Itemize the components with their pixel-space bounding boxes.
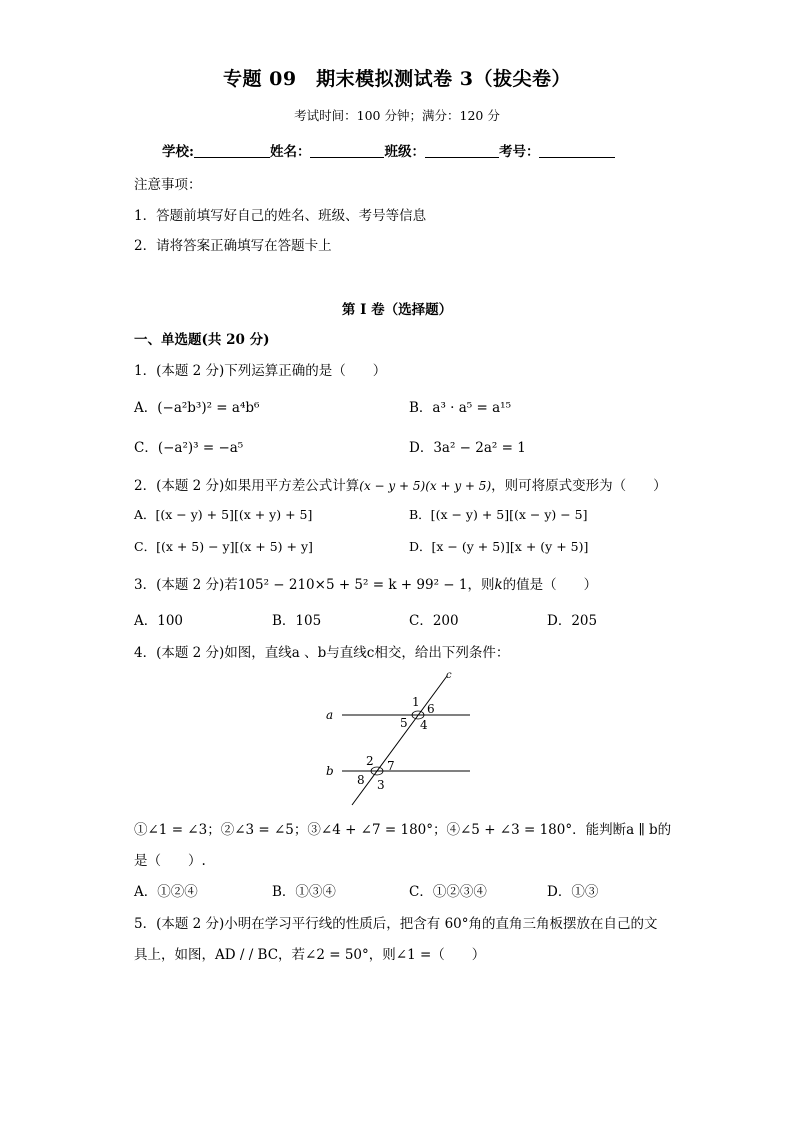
angle-label-2: 2 [366,754,374,768]
q4-figure [320,668,480,808]
q2-option-d[interactable]: D．[x − (y + 5)][x + (y + 5)] [409,539,589,554]
q3-stem [134,573,597,593]
page-title: 专题 09 期末模拟测试卷 3（拔尖卷） [223,68,571,90]
q4-conditions-end: 是（ ）. [134,853,206,869]
q5-stem-line1: 5．(本题 2 分)小明在学习平行线的性质后，把含有 60°角的直角三角板摆放在自己的文 [134,916,658,932]
q3-option-d[interactable]: D．205 [547,613,598,629]
q3-stem-text: 3．(本题 2 分)若 [134,577,238,593]
q4-conditions: ①∠1 = ∠3；②∠3 = ∠5；③∠4 + ∠7 = 180°；④∠5 + ∠3 = 180°．能判断a ∥ b的 [134,822,672,838]
q2-option-b[interactable]: B．[(x − y) + 5][(x − y) − 5] [409,507,588,522]
q2-stem-expression: (x − y + 5)(x + y + 5) [359,479,492,493]
school-label: 学校: [162,144,194,160]
note-item: 2．请将答案正确填写在答题卡上 [134,238,332,254]
q3-option-c[interactable]: C．200 [409,613,459,629]
note-item: 1．答题前填写好自己的姓名、班级、考号等信息 [134,208,427,224]
q2-stem-text: ，则可将原式变形为（ ） [491,478,667,494]
notes-heading: 注意事项： [134,177,202,193]
school-blank[interactable] [194,143,270,158]
q1-option-b[interactable]: B．a³ · a⁵ = a¹⁵ [409,400,511,416]
q1-option-c[interactable]: C．(−a²)³ = −a⁵ [134,440,244,456]
angle-label-7: 7 [387,759,395,773]
q3-stem-expression: 105² − 210×5 + 5² = k + 99² − 1 [237,577,468,593]
label-c: c [446,670,452,681]
class-blank[interactable] [425,143,499,158]
section-title: 一、单选题(共 20 分) [134,332,270,348]
q3-option-b[interactable]: B．105 [272,613,322,629]
angle-label-3: 3 [377,778,385,792]
q2-option-c[interactable]: C．[(x + 5) − y][(x + 5) + y] [134,539,313,554]
angle-label-8: 8 [357,773,365,787]
exam-subtitle: 考试时间：100 分钟；满分：120 分 [294,108,500,123]
q4-option-d[interactable]: D．①③ [547,884,599,900]
q1-option-d[interactable]: D．3a² − 2a² = 1 [409,440,526,456]
q4-option-b[interactable]: B．①③④ [272,884,336,900]
q3-stem-text: 的值是（ ） [502,577,598,593]
q2-option-a[interactable]: A．[(x − y) + 5][(x + y) + 5] [134,507,313,522]
q3-option-a[interactable]: A．100 [134,613,184,629]
angle-label-6: 6 [427,702,435,716]
number-label: 考号： [498,144,540,160]
student-info-line [162,140,615,160]
q1-stem: 1．(本题 2 分)下列运算正确的是（ ） [134,363,387,379]
name-label: 姓名： [269,144,311,160]
name-blank[interactable] [310,143,384,158]
q5-stem-line2: 具上，如图，AD / / BC，若∠2 = 50°，则∠1 =（ ） [134,947,486,963]
number-blank[interactable] [539,143,615,158]
angle-label-1: 1 [412,695,420,709]
q2-stem [134,474,667,494]
q2-stem-text: 2．(本题 2 分)如果用平方差公式计算 [134,478,360,494]
label-b: b [326,764,334,778]
class-label: 班级： [384,144,425,160]
q4-option-a[interactable]: A．①②④ [134,884,198,900]
part-title: 第 I 卷（选择题） [341,302,453,318]
label-a: a [326,708,334,722]
q1-option-a[interactable]: A．(−a²b³)² = a⁴b⁶ [134,400,260,416]
angle-label-4: 4 [420,718,428,732]
q4-option-c[interactable]: C．①②③④ [409,884,487,900]
q3-stem-variable: k [494,577,503,593]
q3-stem-text: ，则 [467,577,495,593]
angle-label-5: 5 [400,716,408,730]
line-c [352,676,447,805]
q4-stem: 4．(本题 2 分)如图，直线a 、b与直线c相交，给出下列条件： [134,645,510,661]
